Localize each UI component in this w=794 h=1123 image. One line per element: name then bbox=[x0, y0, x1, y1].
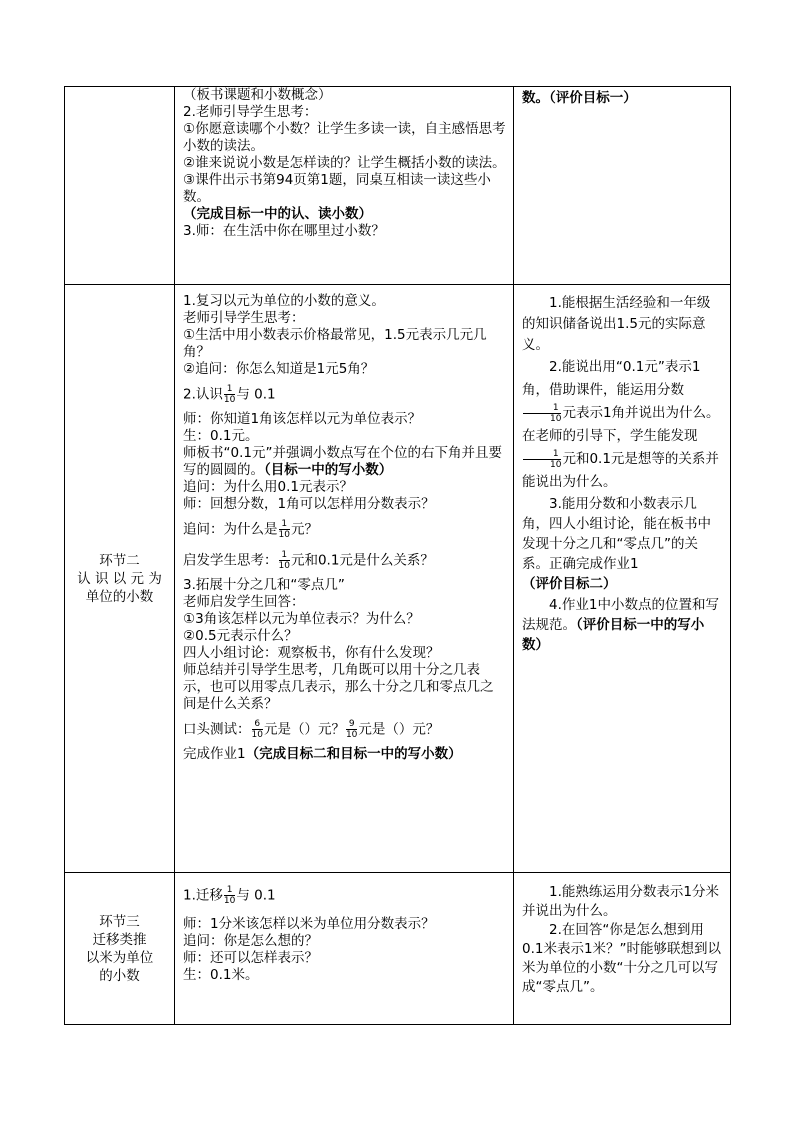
evaluation-text: 数。（评价目标一） bbox=[522, 90, 637, 106]
fraction-numerator: 6 bbox=[252, 719, 263, 730]
text-line: 老师引导学生思考： bbox=[183, 310, 305, 326]
text-span: 元是（）元？ bbox=[358, 721, 440, 738]
stage-cell bbox=[65, 873, 175, 1025]
text-span: 元表示1角并说出为什么。在老师的引导下，学生能发现 bbox=[522, 405, 720, 444]
text-line: ①你愿意读哪个小数？让学生多读一读，自主感悟思考小数的读法。 bbox=[183, 121, 506, 154]
table-row bbox=[65, 87, 731, 285]
content-cell bbox=[175, 873, 514, 1025]
fraction-denominator: 10 bbox=[223, 896, 236, 906]
evaluation-target: （评价目标二） bbox=[522, 576, 617, 592]
fraction bbox=[224, 885, 235, 906]
text-span: 元是（）元？ bbox=[263, 721, 345, 738]
fraction-denominator: 10 bbox=[251, 730, 263, 740]
text-line bbox=[183, 550, 506, 571]
text-span: 1.迁移 bbox=[183, 887, 223, 904]
text-span: 追问：为什么是 bbox=[183, 521, 278, 538]
fraction bbox=[523, 449, 561, 470]
text-line: 师：你知道1角该怎样以元为单位表示？ bbox=[183, 411, 422, 427]
evaluation-text: 3.能用分数和小数表示几角，四人小组讨论，能在板书中发现十分之几和“零点几”的关系。正确完成作业1 bbox=[522, 496, 711, 572]
text-line: 生：0.1米。 bbox=[183, 967, 259, 983]
fraction-numerator: 1 bbox=[523, 403, 561, 414]
text-span: 元和0.1元是什么关系？ bbox=[290, 552, 434, 569]
stage-cell bbox=[65, 285, 175, 873]
text-span: 2.认识 bbox=[183, 386, 223, 403]
evaluation-text: 1.能根据生活经验和一年级的知识储备说出1.5元的实际意义。 bbox=[522, 295, 711, 353]
fraction bbox=[279, 519, 290, 540]
fraction-denominator: 10 bbox=[223, 395, 236, 405]
text-line: 追问：为什么用0.1元表示？ bbox=[183, 479, 353, 495]
content-cell bbox=[175, 285, 514, 873]
text-line: ①3角该怎样以元为单位表示？为什么？ bbox=[183, 611, 420, 627]
text-line: 老师启发学生回答： bbox=[183, 594, 305, 610]
fraction bbox=[346, 719, 357, 740]
fraction-numerator: 9 bbox=[346, 719, 357, 730]
fraction bbox=[252, 719, 263, 740]
text-line: （板书课题和小数概念） bbox=[183, 87, 332, 103]
fraction-numerator: 1 bbox=[279, 550, 290, 561]
stage-title: 环节二 bbox=[99, 552, 140, 569]
evaluation-text: 2.在回答“你是怎么想到用0.1米表示1米？”时能够联想到以米为单位的小数“十分之几可以写成“零点几”。 bbox=[522, 922, 722, 995]
fraction-numerator: 1 bbox=[523, 449, 561, 460]
text-line bbox=[183, 885, 506, 906]
text-line: 追问：你是怎么想的？ bbox=[183, 933, 318, 949]
table-row bbox=[65, 285, 731, 873]
text-line bbox=[183, 519, 506, 540]
fraction-denominator: 10 bbox=[278, 530, 290, 540]
stage-subtitle: 以米为单位 bbox=[85, 949, 154, 966]
text-line bbox=[183, 384, 506, 405]
fraction-numerator: 1 bbox=[224, 384, 235, 395]
text-span: 元和0.1元是想等的关系并能说出为什么。 bbox=[522, 451, 719, 490]
text-span: 口头测试： bbox=[183, 721, 251, 738]
text-span: 元？ bbox=[290, 521, 318, 538]
text-line: ②追问：你怎么知道是1元5角？ bbox=[183, 361, 375, 377]
target-note: （完成目标二和目标一中的写小数） bbox=[245, 746, 462, 762]
target-note: （完成目标一中的认、读小数） bbox=[183, 206, 372, 222]
fraction-numerator: 1 bbox=[224, 885, 235, 896]
evaluation-cell bbox=[514, 873, 731, 1025]
text-line: 四人小组讨论：观察板书，你有什么发现？ bbox=[183, 645, 440, 661]
evaluation-cell bbox=[514, 285, 731, 873]
evaluation-text bbox=[522, 595, 722, 655]
stage-subtitle: 迁移类推 bbox=[92, 931, 147, 948]
text-span: 4.作业1中小数点的位置和写法规范。 bbox=[522, 597, 719, 633]
evaluation-target: （评价目标一中的写小数） bbox=[522, 617, 705, 653]
lesson-plan-table bbox=[64, 86, 731, 1025]
fraction-denominator: 10 bbox=[345, 730, 358, 740]
fraction bbox=[224, 384, 235, 405]
target-note: （目标一中的写小数） bbox=[264, 462, 393, 478]
fraction bbox=[523, 403, 561, 424]
stage-subtitle: 单位的小数 bbox=[85, 588, 154, 605]
text-line: 师：还可以怎样表示？ bbox=[183, 950, 318, 966]
text-line: 师：1分米该怎样以米为单位用分数表示？ bbox=[183, 916, 435, 932]
text-line bbox=[183, 746, 506, 763]
text-line: ①生活中用小数表示价格最常见，1.5元表示几元几角？ bbox=[183, 327, 487, 360]
stage-subtitle: 认 识 以 元 为 bbox=[77, 570, 162, 587]
content-cell bbox=[175, 87, 514, 285]
stage-cell-empty bbox=[65, 87, 175, 285]
evaluation-cell bbox=[514, 87, 731, 285]
text-line: ②谁来说说小数是怎样读的？让学生概括小数的读法。 bbox=[183, 155, 506, 171]
fraction-denominator: 10 bbox=[550, 459, 562, 470]
text-span: 启发学生思考： bbox=[183, 552, 278, 569]
text-line: ③课件出示书第94页第1题，同桌互相读一读这些小数。 bbox=[183, 172, 491, 205]
text-line: 2.老师引导学生思考： bbox=[183, 104, 318, 120]
text-span: 师板书“0.1元”并强调小数点写在个位的右下角并且要写的圆圆的。 bbox=[183, 445, 502, 478]
text-line: ②0.5元表示什么？ bbox=[183, 628, 298, 644]
fraction-numerator: 1 bbox=[279, 519, 290, 530]
text-span: 2.能说出用“0.1元”表示1角，借助课件，能运用分数 bbox=[522, 359, 701, 398]
text-line bbox=[183, 719, 506, 740]
fraction-denominator: 10 bbox=[550, 413, 562, 424]
stage-subtitle: 的小数 bbox=[99, 967, 140, 984]
evaluation-text: 1.能熟练运用分数表示1分米并说出为什么。 bbox=[522, 884, 719, 919]
table-row bbox=[65, 873, 731, 1025]
fraction-denominator: 10 bbox=[278, 561, 290, 571]
text-line bbox=[183, 445, 506, 479]
text-line: 师：回想分数，1角可以怎样用分数表示？ bbox=[183, 496, 435, 512]
evaluation-text bbox=[522, 356, 722, 494]
text-line: 生：0.1元。 bbox=[183, 428, 259, 444]
text-span: 与 0.1 bbox=[236, 887, 276, 904]
text-span: 完成作业1 bbox=[183, 746, 246, 762]
fraction bbox=[279, 550, 290, 571]
text-line: 师总结并引导学生思考，几角既可以用十分之几表示，也可以用零点几表示，那么十分之几和零点几之间是什么关系？ bbox=[183, 662, 494, 712]
text-span: 与 0.1 bbox=[236, 386, 276, 403]
text-line: 1.复习以元为单位的小数的意义。 bbox=[183, 293, 385, 309]
stage-title: 环节三 bbox=[99, 913, 140, 930]
text-line: 3.师：在生活中你在哪里过小数？ bbox=[183, 223, 385, 239]
text-line: 3.拓展十分之几和“零点几” bbox=[183, 577, 345, 593]
